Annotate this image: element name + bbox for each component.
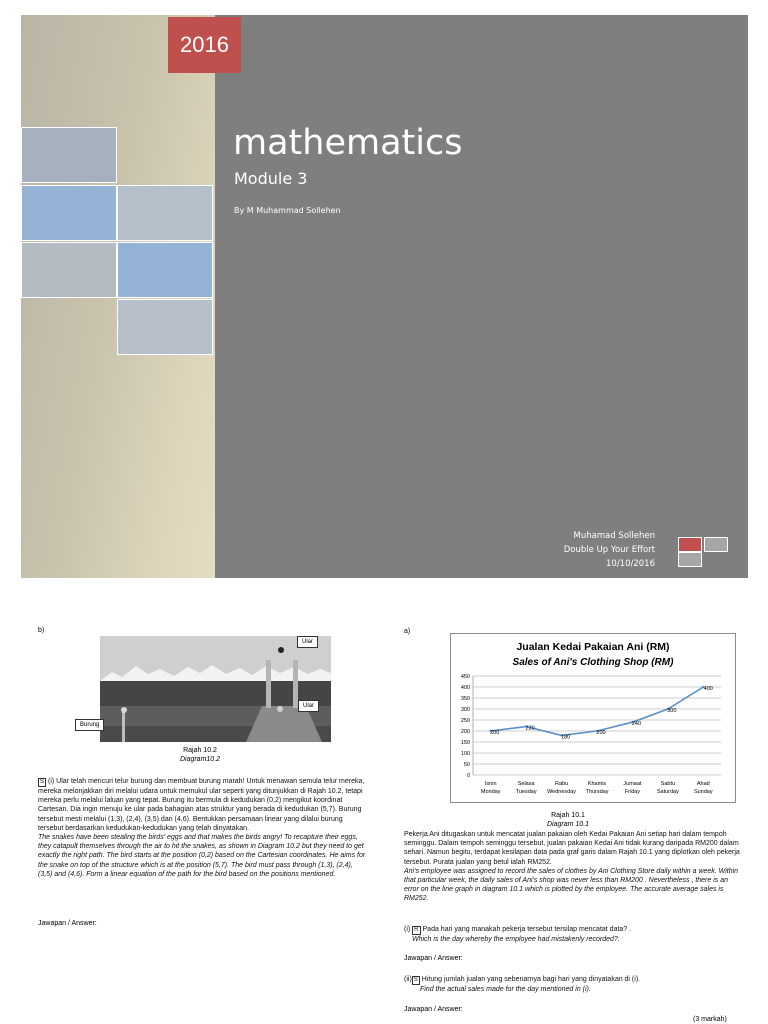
question-b-text <box>38 777 366 879</box>
caption-english: Diagram 10.1 <box>546 821 590 828</box>
snake-icon <box>278 647 284 653</box>
sub-question-ii: (ii) S Hitung jumlah jualan yang sebenarnya bagi hari yang dinyatakan di (i). Find the actual sales made for the day mentioned in (i). <box>404 976 641 993</box>
x-tick-label-english: Monday <box>480 789 501 795</box>
decorative-tile <box>21 127 117 183</box>
year-badge: 2016 <box>168 17 241 73</box>
y-tick-label: 100 <box>460 751 470 757</box>
x-tick-label-malay: Selasa <box>517 781 535 787</box>
sales-line-chart <box>450 633 736 803</box>
callout-burung: Burung <box>75 719 104 731</box>
y-tick-label: 300 <box>460 707 470 713</box>
cover-author: By M Muhammad Sollehen <box>234 206 341 215</box>
top-beam <box>264 656 300 660</box>
chart-svg <box>451 634 735 802</box>
decorative-tile <box>117 299 213 355</box>
left-pillar <box>266 658 271 708</box>
callout-ular-top: Ular <box>297 636 318 648</box>
angry-birds-diagram <box>100 636 331 742</box>
answer-label: Jawapan / Answer: <box>404 955 463 962</box>
cover-footer <box>564 529 655 571</box>
footer-square-red <box>678 537 702 552</box>
y-tick-label: 250 <box>460 718 470 724</box>
decorative-tile <box>117 185 213 241</box>
x-tick-label-english: Sunday <box>693 789 713 795</box>
decorative-tile <box>21 185 117 241</box>
cover-subtitle: Module 3 <box>234 169 308 188</box>
x-tick-label-malay: Jumaat <box>623 781 642 787</box>
x-tick-label-english: Wednesday <box>547 789 577 795</box>
question-a-text <box>404 830 742 904</box>
caption-malay: Rajah 10.2 <box>183 747 217 754</box>
diagram-10-1-caption <box>518 811 618 829</box>
chart-subtitle: Sales of Ani's Clothing Shop (RM) <box>512 657 674 668</box>
decorative-tile <box>21 242 117 298</box>
question-b-label: b) <box>38 627 45 634</box>
skill-marker: R <box>414 927 419 933</box>
slingshot-icon <box>122 712 125 742</box>
x-tick-label-english: Tuesday <box>515 789 537 795</box>
diagram-10-2-caption <box>150 746 250 764</box>
question-a-label: a) <box>404 628 411 635</box>
data-label: 180 <box>560 734 571 741</box>
data-label: 300 <box>667 708 677 714</box>
data-label: 220 <box>525 725 535 732</box>
question-english-text: Ani's employee was assigned to record the sales of clothes by Ani Clothing Store daily within a week. Within that particular week, the daily sales of Ani's shop was never less than RM200 . Nevertheless , there is an error on the line graph in diagram 10.1 which is plotted by the employee. The accurate average sales is RM252. <box>404 867 739 903</box>
y-tick-label: 150 <box>460 740 470 746</box>
y-tick-label: 50 <box>463 762 470 768</box>
data-label: 240 <box>631 721 642 728</box>
footer-motto: Double Up Your Effort <box>563 545 655 555</box>
question-english-text: The snakes have been stealing the birds' eggs and that makes the birds angry! To recapture their eggs, they catapult themselves through the air to hit the snakes, as shown in Diagram 10.2 but they need to get exactly the right path. The bird starts at the position (0,2) based on the Cartesian coordinates. He aims for the snake on top of the structure which is at the position (5,7). The bird must pass through (1,3), (2,4), (3,5) and (4,6). Form a linear equation of the path for the bird based on the positions mentioned. <box>38 834 366 878</box>
skill-marker: S <box>40 779 45 785</box>
decorative-tile <box>117 242 213 298</box>
snake-icon <box>277 706 283 712</box>
answer-label: Jawapan / Answer: <box>38 920 97 927</box>
bird-icon <box>121 707 127 713</box>
diagram-scene <box>100 636 331 742</box>
marks-label: (3 markah) <box>693 1016 727 1023</box>
footer-square-gray <box>704 537 728 552</box>
x-tick-label-malay: Isnin <box>484 781 497 787</box>
caption-english: Diagram10.2 <box>179 756 221 763</box>
y-tick-label: 400 <box>460 685 470 691</box>
y-tick-label: 350 <box>460 696 470 702</box>
footer-date: 10/10/2016 <box>606 559 655 569</box>
x-tick-label-english: Thursday <box>585 789 609 795</box>
data-label: 200 <box>490 730 500 736</box>
caption-malay: Rajah 10.1 <box>551 812 585 819</box>
x-tick-label-malay: Rabu <box>554 781 569 787</box>
y-tick-label: 450 <box>460 674 470 680</box>
x-tick-label-malay: Sabtu <box>660 781 676 787</box>
x-tick-label-english: Saturday <box>656 789 679 795</box>
footer-square-gray <box>678 552 702 567</box>
x-tick-label-malay: Khamis <box>587 781 607 787</box>
x-tick-label-malay: Ahad <box>696 781 710 787</box>
data-label: 400 <box>703 686 713 692</box>
callout-ular-side: Ular <box>298 700 319 712</box>
y-tick-label: 200 <box>460 729 470 735</box>
answer-label: Jawapan / Answer: <box>404 1006 463 1013</box>
chart-title: Jualan Kedai Pakaian Ani (RM) <box>516 641 670 653</box>
footer-name: Muhamad Sollehen <box>573 531 655 541</box>
question-malay-text: Pekerja Ani ditugaskan untuk mencatat jualan pakaian oleh Kedai Pakaian Ani setiap hari dalam tempoh seminggu. Dalam tempoh seminggu tersebut, jualan pakaian Kedai Ani tidak kurang daripada RM200 dalam sehari. Namun begitu, terdapat kesilapan data pada graf garis dalam Rajah 10.1 yang diplotkan oleh pekerja tersebut. Purata jualan yang betul ialah RM252. <box>404 831 740 866</box>
sub-question-i: (i) R Pada hari yang manakah pekerja tersebut tersilap mencatat data? . Which is the day whereby the employee had mistakenly recorded?. <box>404 926 632 943</box>
question-malay-text: S (i) Ular telah mencuri telur burung dan membuat burung marah! Untuk menawan semula telur mereka, mereka melonjakkan diri melalui udara untuk memukul ular seperti yang ditunjukkan di Rajah 10.2, tetapi mereka perlu melalui laluan yang tepat. Burung itu bermula di kedudukan (0,2) mengikut koordinat Cartesan. Dia ingin menuju ke ular pada bahagian atas struktur yang berada di kedudukan (5,7). Burung tersebut mesti melalui (1,3), (2,4), (3,5) dan (4,6). Bentukkan persamaan linear yang dilalui burung tersebut berdasarkan kedudukan-kedudukan yang telah dinyatakan. <box>38 778 365 832</box>
cover-page <box>21 15 748 578</box>
y-tick-label: 0 <box>466 773 470 779</box>
skill-marker: S <box>413 977 418 983</box>
data-label: 200 <box>596 730 606 736</box>
cover-title: mathematics <box>233 123 463 163</box>
x-tick-label-english: Friday <box>624 789 641 795</box>
